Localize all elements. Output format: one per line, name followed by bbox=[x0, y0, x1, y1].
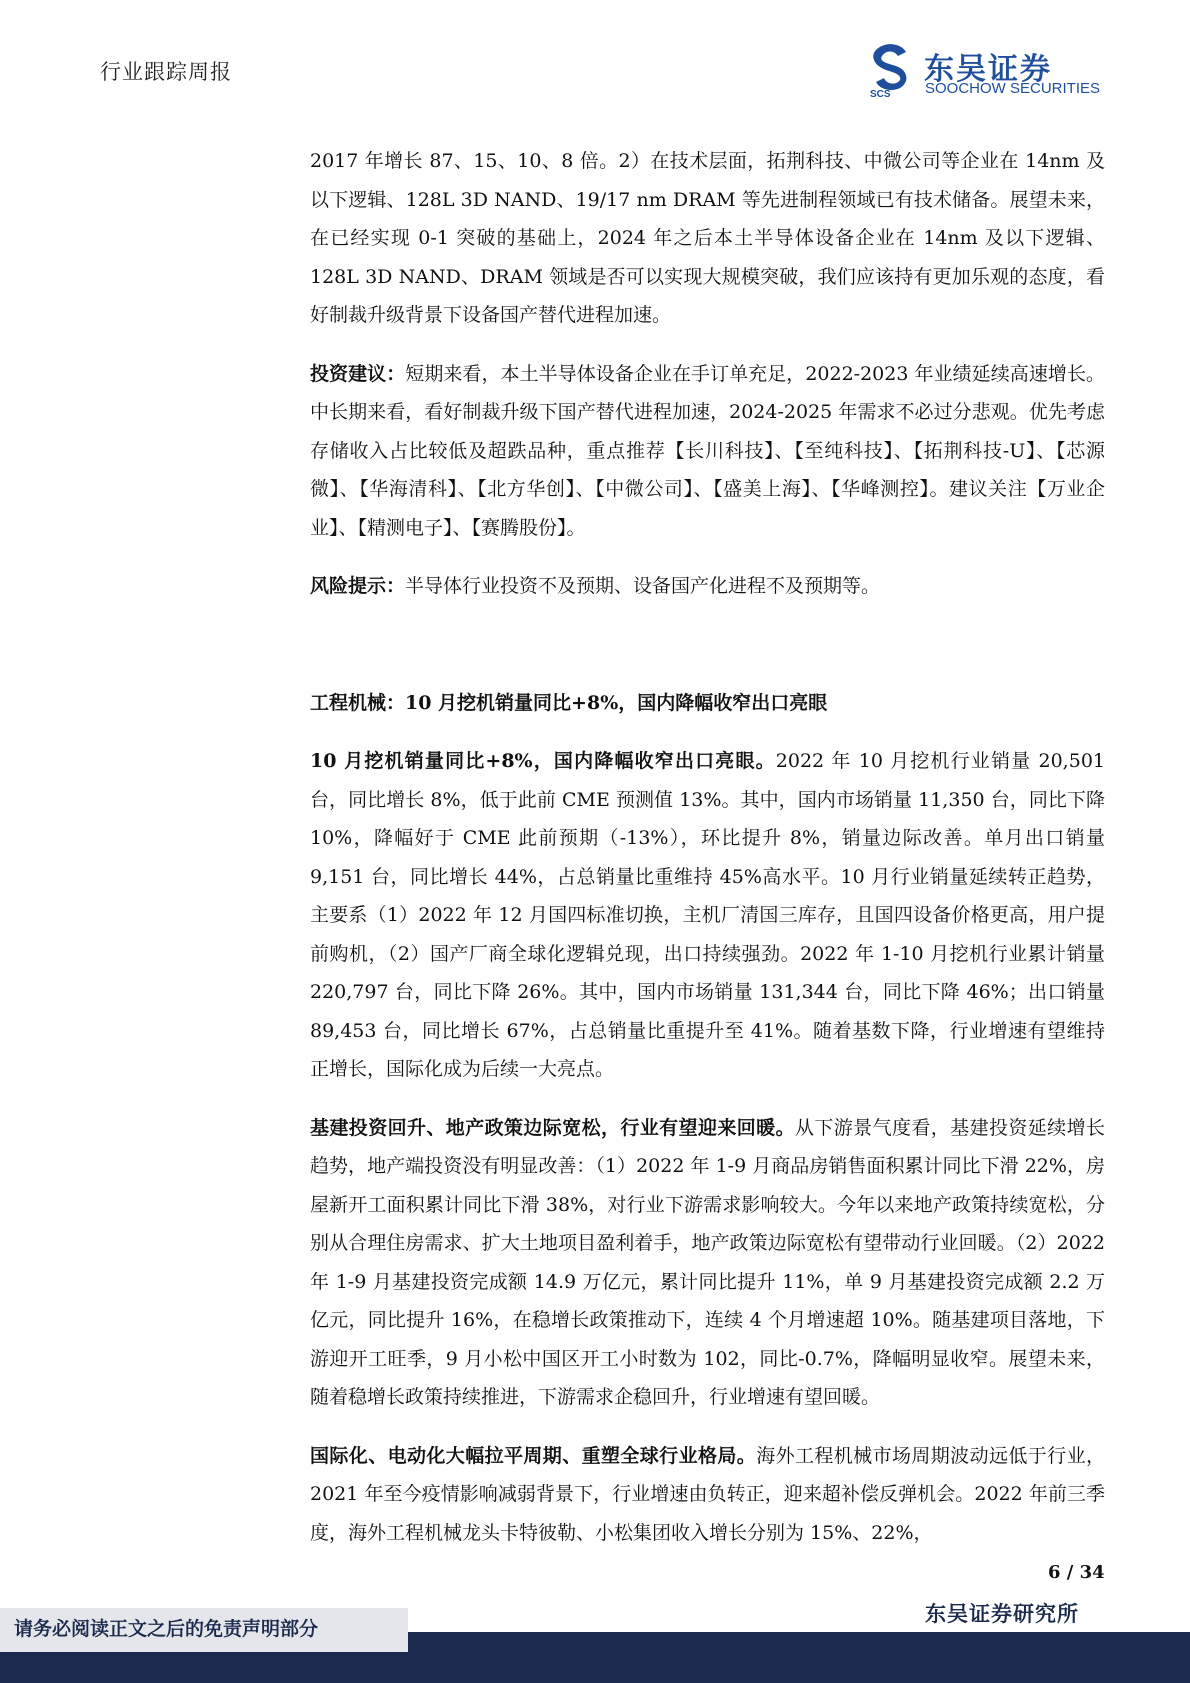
infrastructure-text: 从下游景气度看，基建投资延续增长趋势，地产端投资没有明显改善：（1）2022 年 1-9 月商品房销售面积累计同比下滑 22%，房屋新开工面积累计同比下滑 38%，对行业下游需求影响较大。今年以来地产政策持续宽松，分别从合理住房需求、扩大土地项目盈利着手，地产政策边际宽松有望带动行业回暖。（2）2022 年 1-9 月基建投资完成额 14.9 万亿元，累计同比提升 11%，单 9 月基建投资完成额 2.2 万亿元，同比提升 16%，在稳增长政策推动下，连续 4 个月增速超 10%。随基建项目落地，下游迎开工旺季，9 月小松中国区开工小时数为 102，同比-0.7%，降幅明显收窄。展望未来，随着稳增长政策持续推进，下游需求企稳回升，行业增速有望回暖。 bbox=[310, 1116, 1105, 1408]
section-title-construction-machinery: 工程机械：10 月挖机销量同比+8%，国内降幅收窄出口亮眼 bbox=[310, 691, 828, 714]
paragraph-internationalization bbox=[310, 1437, 1105, 1553]
footer-organization: 东吴证券研究所 bbox=[925, 1602, 1079, 1626]
internationalization-lead: 国际化、电动化大幅拉平周期、重塑全球行业格局。 bbox=[310, 1444, 757, 1467]
paragraph-risk-warning bbox=[310, 567, 1105, 606]
disclaimer-notice: 请务必阅读正文之后的免责声明部分 bbox=[14, 1618, 319, 1640]
scs-logo-icon bbox=[868, 42, 916, 98]
report-body bbox=[310, 142, 1105, 1552]
paragraph-investment-advice bbox=[310, 355, 1105, 548]
risk-warning-lead: 风险提示： bbox=[310, 575, 406, 597]
paragraph-excavator-sales bbox=[310, 742, 1105, 1089]
investment-advice-text: 短期来看，本土半导体设备企业在手订单充足，2022-2023 年业绩延续高速增长。中长期来看，看好制裁升级下国产替代进程加速，2024-2025 年需求不必过分悲观。优先考虑存储收入占比较低及超跌品种，重点推荐【长川科技】、【至纯科技】、【拓荆科技-U】、【芯源微】、【华海清科】、【北方华创】、【中微公司】、【盛美上海】、【华峰测控】。建议关注【万业企业】、【精测电子】、【赛腾股份】。 bbox=[310, 362, 1105, 539]
logo-chinese-name: 东吴证券 bbox=[924, 52, 1052, 87]
internationalization-text: 海外工程机械市场周期波动远低于行业，2021 年至今疫情影响减弱背景下，行业增速由负转正，迎来超补偿反弹机会。2022 年前三季度，海外工程机械龙头卡特彼勒、小松集团收入增长分别为 15%、22%， bbox=[310, 1444, 1105, 1544]
excavator-sales-text: 2022 年 10 月挖机行业销量 20,501 台，同比增长 8%，低于此前 CME 预测值 13%。其中，国内市场销量 11,350 台，同比下降 10%，降幅好于 CME 此前预期（-13%），环比提升 8%，销量边际改善。单月出口销量 9,151 台，同比增长 44%，占总销量比重维持 45%高水平。10 月行业销量延续转正趋势，主要系（1）2022 年 12 月国四标准切换，主机厂清国三库存，且国四设备价格更高，用户提前购机，（2）国产厂商全球化逻辑兑现，出口持续强劲。2022 年 1-10 月挖机行业累计销量 220,797 台，同比下降 26%。其中，国内市场销量 131,344 台，同比下降 46%；出口销量 89,453 台，同比增长 67%，占总销量比重提升至 41%。随着基数下降，行业增速有望维持正增长，国际化成为后续一大亮点。 bbox=[310, 750, 1105, 1080]
logo-abbr-text: SCS bbox=[870, 89, 891, 98]
page-number: 6 / 34 bbox=[1048, 1562, 1105, 1583]
risk-warning-text: 半导体行业投资不及预期、设备国产化进程不及预期等。 bbox=[405, 575, 881, 597]
paragraph-infrastructure bbox=[310, 1109, 1105, 1417]
paragraph-semiconductor-outlook: 2017 年增长 87、15、10、8 倍。2）在技术层面，拓荆科技、中微公司等企业在 14nm 及以下逻辑、128L 3D NAND、19/17 nm DRAM 等先进制程领域已有技术储备。展望未来，在已经实现 0-1 突破的基础上，2024 年之后本土半导体设备企业在 14nm 及以下逻辑、128L 3D NAND、DRAM 领域是否可以实现大规模突破，我们应该持有更加乐观的态度，看好制裁升级背景下设备国产替代进程加速。 bbox=[310, 150, 1105, 326]
report-type-label: 行业跟踪周报 bbox=[100, 60, 232, 84]
brand-logo bbox=[868, 42, 1100, 98]
investment-advice-lead: 投资建议： bbox=[310, 362, 406, 385]
logo-english-name: SOOCHOW SECURITIES bbox=[925, 80, 1101, 97]
infrastructure-lead: 基建投资回升、地产政策边际宽松，行业有望迎来回暖。 bbox=[310, 1116, 795, 1139]
excavator-sales-lead: 10 月挖机销量同比+8%，国内降幅收窄出口亮眼。 bbox=[310, 750, 776, 772]
